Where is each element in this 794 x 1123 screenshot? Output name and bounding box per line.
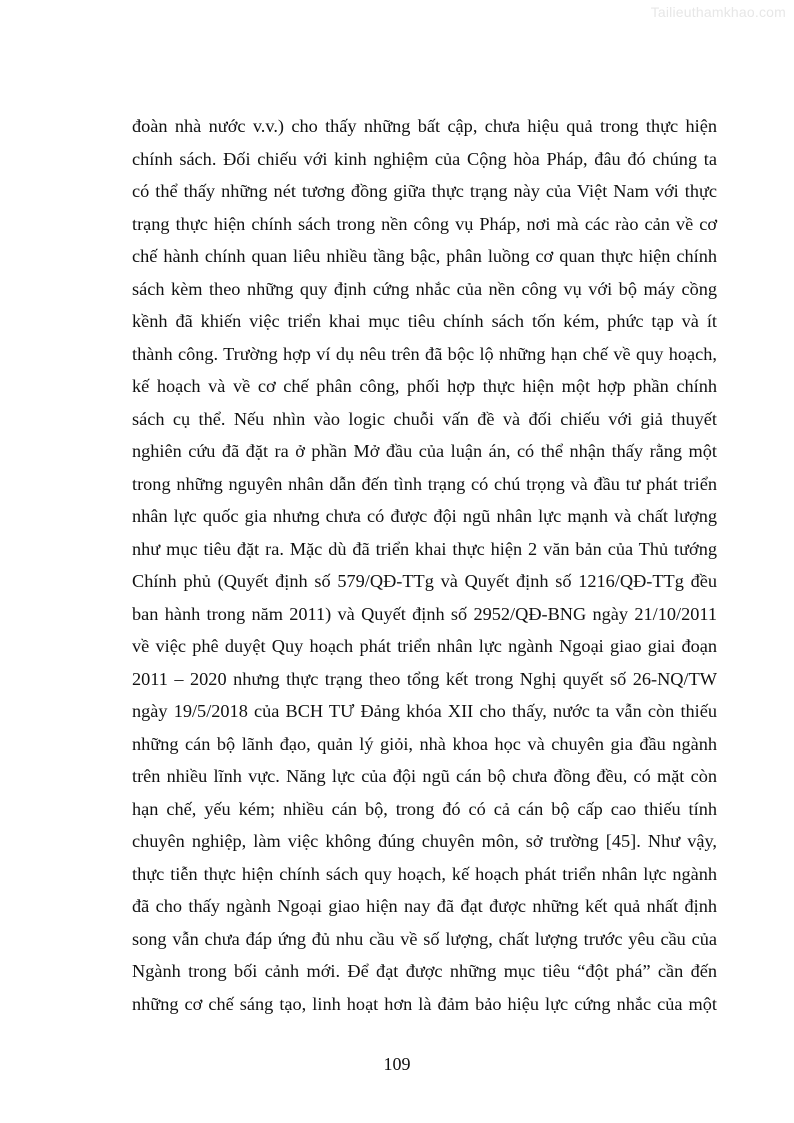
text-line: chính sách. Đối chiếu với kinh nghiệm của Cộng hòa Pháp, đâu đó chúng ta (132, 148, 717, 169)
text-line: đoàn nhà nước v.v.) cho thấy những bất cập, chưa hiệu quả trong thực hiện (132, 116, 717, 136)
text-line: thành công. Trường hợp ví dụ nêu trên đã bộc lộ những hạn chế về quy hoạch, (132, 343, 717, 364)
text-line: Chính phủ (Quyết định số 579/QĐ-TTg và Quyết định số 1216/QĐ-TTg đều (132, 571, 717, 591)
text-line: sách cụ thể. Nếu nhìn vào logic chuỗi vấn đề và đối chiếu với giả thuyết (132, 408, 717, 429)
text-line: trạng thực hiện chính sách trong nền công vụ Pháp, nơi mà các rào cản về cơ (132, 213, 717, 234)
text-line: sách kèm theo những quy định cứng nhắc của nền công vụ với bộ máy cồng (132, 278, 717, 299)
text-line: nhân lực quốc gia nhưng chưa có được đội ngũ nhân lực mạnh và chất lượng (132, 506, 717, 526)
text-line: hạn chế, yếu kém; nhiều cán bộ, trong đó có cả cán bộ cấp cao thiếu tính (132, 798, 717, 819)
text-line: về việc phê duyệt Quy hoạch phát triển nhân lực ngành Ngoại giao giai đoạn (132, 636, 717, 656)
text-line: ngày 19/5/2018 của BCH TƯ Đảng khóa XII cho thấy, nước ta vẫn còn thiếu (132, 701, 717, 721)
text-line: song vẫn chưa đáp ứng đủ nhu cầu về số lượng, chất lượng trước yêu cầu của (132, 928, 717, 949)
body-paragraph (132, 110, 717, 1020)
text-line: trên nhiều lĩnh vực. Năng lực của đội ngũ cán bộ chưa đồng đều, có mặt còn (132, 766, 717, 786)
text-line: 2011 – 2020 nhưng thực trạng theo tổng kết trong Nghị quyết số 26-NQ/TW (132, 668, 717, 689)
text-line: chế hành chính quan liêu nhiều tầng bậc, phân luồng cơ quan thực hiện chính (132, 246, 717, 266)
text-line: nghiên cứu đã đặt ra ở phần Mở đầu của luận án, có thể nhận thấy rằng một (132, 441, 717, 461)
text-line: thực tiễn thực hiện chính sách quy hoạch, kế hoạch phát triển nhân lực ngành (132, 863, 717, 884)
text-line: Ngành trong bối cảnh mới. Để đạt được những mục tiêu “đột phá” cần đến (132, 961, 717, 981)
text-line: trong những nguyên nhân dẫn đến tình trạng có chú trọng và đầu tư phát triển (132, 473, 717, 494)
text-line: ban hành trong năm 2011) và Quyết định số 2952/QĐ-BNG ngày 21/10/2011 (132, 603, 717, 624)
page-number: 109 (383, 1054, 411, 1074)
text-line: như mục tiêu đặt ra. Mặc dù đã triển khai thực hiện 2 văn bản của Thủ tướng (132, 538, 717, 559)
text-line: kế hoạch và về cơ chế phân công, phối hợp thực hiện một hợp phần chính (132, 376, 717, 396)
text-line: có thể thấy những nét tương đồng giữa thực trạng này của Việt Nam với thực (132, 181, 717, 201)
watermark: Tailieuthamkhao.com (650, 4, 786, 20)
text-line: đã cho thấy ngành Ngoại giao hiện nay đã đạt được những kết quả nhất định (132, 896, 717, 916)
text-line: kềnh đã khiến việc triển khai mục tiêu chính sách tốn kém, phức tạp và ít (132, 311, 717, 331)
text-line: những cán bộ lãnh đạo, quản lý giỏi, nhà khoa học và chuyên gia đầu ngành (132, 733, 717, 754)
text-line: những cơ chế sáng tạo, linh hoạt hơn là đảm bảo hiệu lực cứng nhắc của một (132, 993, 717, 1014)
text-line: chuyên nghiệp, làm việc không đúng chuyên môn, sở trường [45]. Như vậy, (132, 831, 717, 851)
